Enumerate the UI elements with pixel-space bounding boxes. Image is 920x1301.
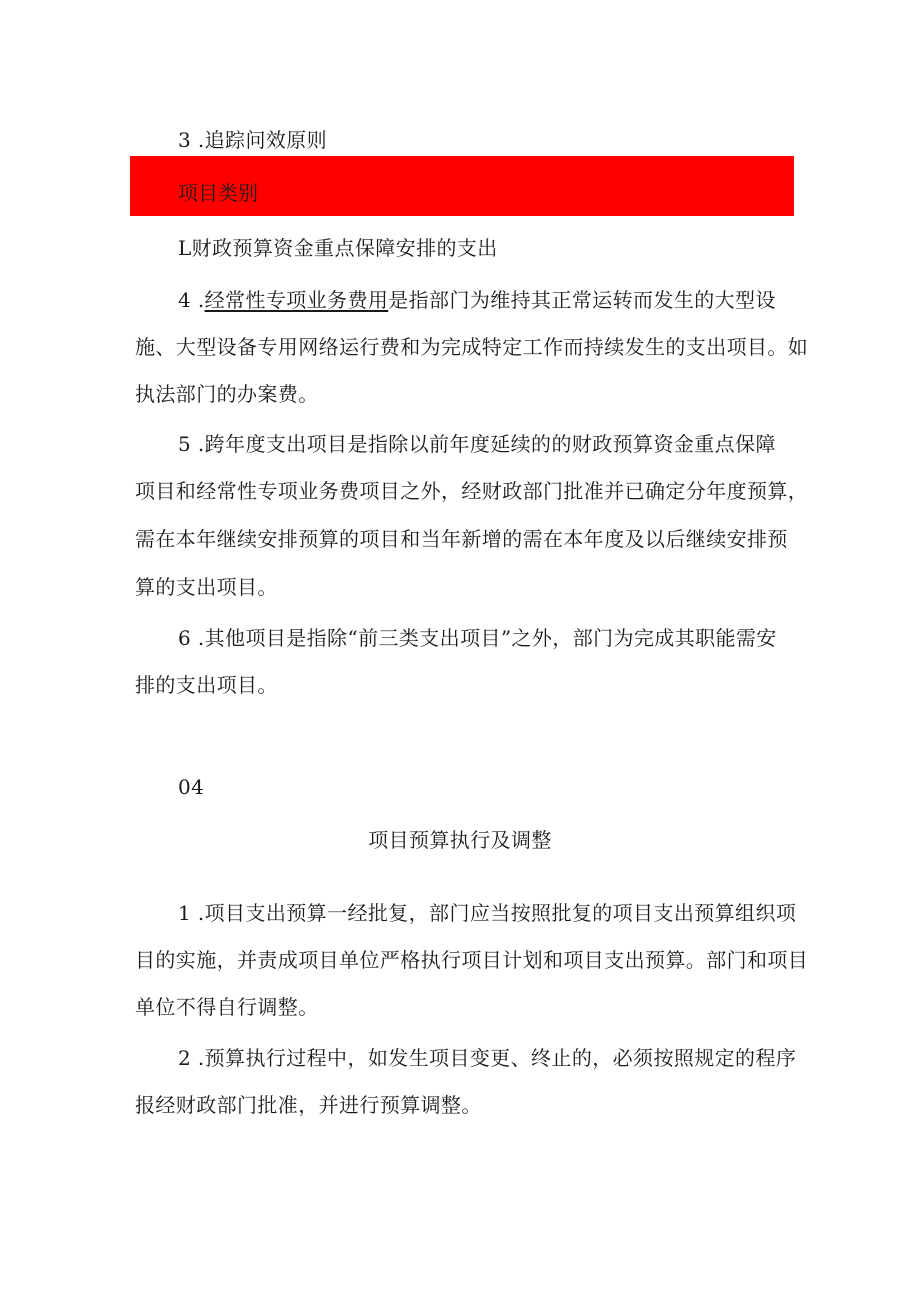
item-4-number: 4 .: [178, 288, 205, 312]
chapter-para-1-line-2: 目的实施，并责成项目单位严格执行项目计划和项目支出预算。部门和项目: [135, 948, 809, 972]
item-6-line-2: 排的支出项目。: [135, 673, 278, 697]
chapter-para-1-line-3: 单位不得自行调整。: [135, 995, 319, 1019]
chapter-para-1-line-1: 1 .项目支出预算一经批复，部门应当按照批复的项目支出预算组织项: [178, 901, 797, 925]
item-4-line-2: 施、大型设备专用网络运行费和为完成特定工作而持续发生的支出项目。如: [135, 335, 809, 359]
item-5-line-1: 5 .跨年度支出项目是指除以前年度延续的的财政预算资金重点保障: [178, 432, 776, 456]
category-banner: [130, 156, 794, 216]
item-4-line-3: 执法部门的办案费。: [135, 382, 319, 406]
item-4-line-1-rest: 是指部门为维持其正常运转而发生的大型设: [388, 288, 776, 312]
item-5-line-4: 算的支出项目。: [135, 575, 278, 599]
item-5-line-2: 项目和经常性专项业务费项目之外，经财政部门批准并已确定分年度预算，: [135, 479, 809, 503]
item-6-line-1: 6 .其他项目是指除“前三类支出项目”之外，部门为完成其职能需安: [178, 626, 777, 650]
category-banner-label: 项目类别: [178, 181, 258, 205]
item-5-line-3: 需在本年继续安排预算的项目和当年新增的需在本年度及以后继续安排预: [135, 527, 788, 551]
principle-3-heading: 3 .追踪问效原则: [178, 128, 328, 152]
chapter-para-2-line-1: 2 .预算执行过程中，如发生项目变更、终止的，必须按照规定的程序: [178, 1046, 797, 1070]
item-4-line-1: [178, 288, 776, 312]
chapter-title: 项目预算执行及调整: [368, 828, 552, 852]
chapter-number: 04: [178, 775, 205, 799]
item-4-term: 经常性专项业务费用: [204, 288, 389, 312]
item-1-text: L财政预算资金重点保障安排的支出: [178, 236, 498, 260]
chapter-para-2-line-2: 报经财政部门批准，并进行预算调整。: [135, 1093, 482, 1117]
